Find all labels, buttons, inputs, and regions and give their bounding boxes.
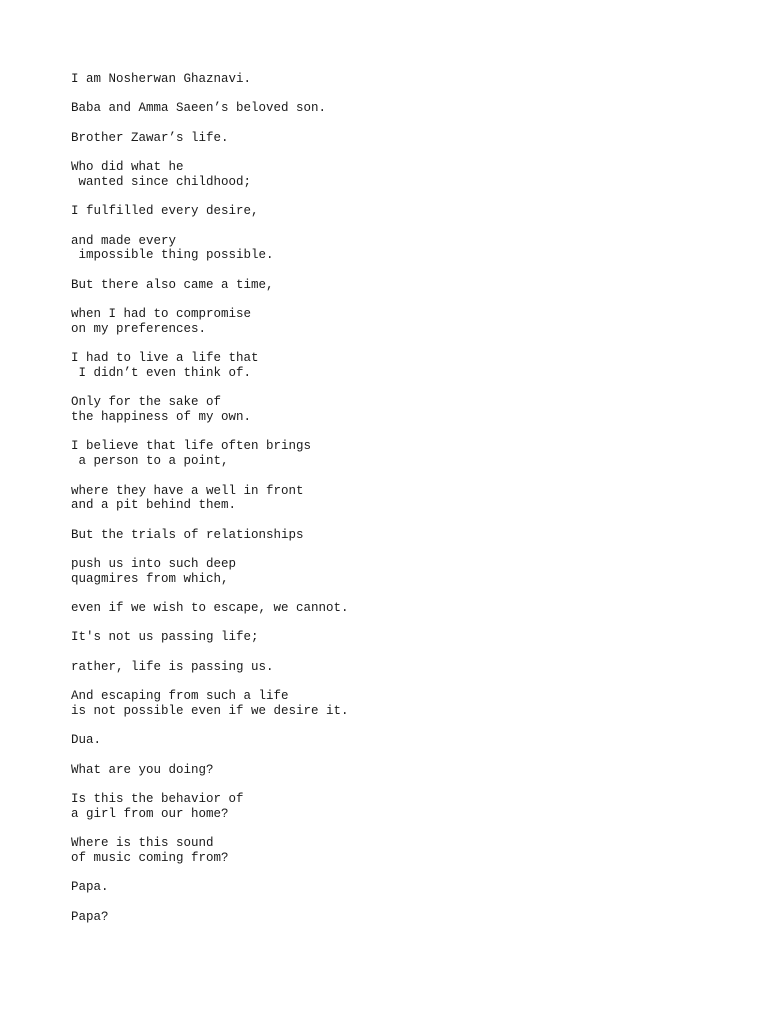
paragraph [71,351,731,380]
text-line: where they have a well in front [71,483,304,498]
paragraph [71,733,731,748]
paragraph [71,160,731,189]
text-line: even if we wish to escape, we cannot. [71,601,349,616]
paragraph [71,792,731,821]
paragraph [71,557,731,586]
paragraph [71,234,731,263]
paragraph [71,278,731,293]
text-line: Where is this sound [71,836,214,851]
subtitle-text-body [71,72,731,924]
text-line: What are you doing? [71,762,214,777]
text-line: I didn’t even think of. [71,365,252,380]
text-line: and a pit behind them. [71,498,237,513]
paragraph [71,395,731,424]
text-line: Papa? [71,909,109,924]
text-line: But there also came a time, [71,277,274,292]
text-line: impossible thing possible. [71,248,274,263]
paragraph [71,528,731,543]
paragraph [71,630,731,645]
text-line: Brother Zawar’s life. [71,130,229,145]
document-page [71,72,731,939]
text-line: And escaping from such a life [71,689,289,704]
paragraph [71,910,731,925]
paragraph [71,689,731,718]
text-line: Only for the sake of [71,395,222,410]
text-line: Dua. [71,733,102,748]
text-line: a girl from our home? [71,806,229,821]
text-line: But the trials of relationships [71,527,304,542]
text-line: I am Nosherwan Ghaznavi. [71,72,252,86]
text-line: is not possible even if we desire it. [71,703,349,718]
paragraph [71,484,731,513]
text-line: rather, life is passing us. [71,659,274,674]
paragraph [71,439,731,468]
text-line: when I had to compromise [71,307,252,322]
text-line: on my preferences. [71,321,207,336]
text-line: a person to a point, [71,454,229,469]
paragraph [71,660,731,675]
text-line: Is this the behavior of [71,792,244,807]
text-line: Who did what he [71,160,184,175]
text-line: Papa. [71,880,109,895]
text-line: of music coming from? [71,850,229,865]
text-line: wanted since childhood; [71,174,252,189]
text-line: push us into such deep [71,557,237,571]
text-line: Baba and Amma Saeen’s beloved son. [71,101,327,116]
paragraph [71,204,731,219]
paragraph [71,601,731,616]
paragraph [71,763,731,778]
text-line: I believe that life often brings [71,439,312,454]
paragraph [71,131,731,146]
paragraph [71,307,731,336]
paragraph [71,101,731,116]
text-line: I fulfilled every desire, [71,204,259,219]
text-line: the happiness of my own. [71,410,252,425]
text-line: and made every [71,233,177,248]
text-line: I had to live a life that [71,351,259,366]
text-line: It's not us passing life; [71,630,259,645]
paragraph [71,72,731,87]
paragraph [71,880,731,895]
text-line: quagmires from which, [71,571,229,586]
paragraph [71,836,731,865]
